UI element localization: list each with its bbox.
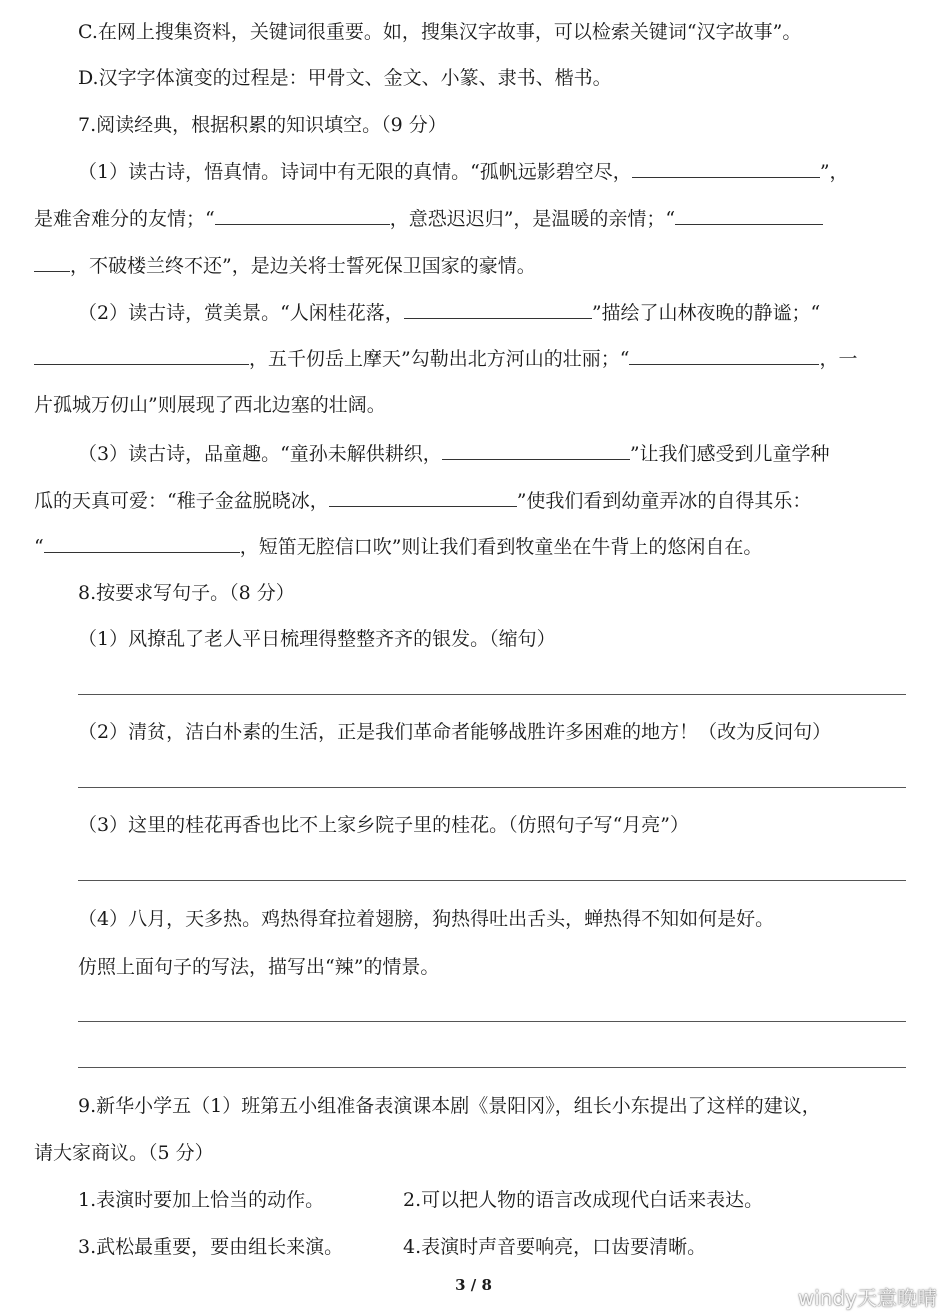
answer-blank[interactable] — [675, 204, 823, 225]
q9-suggestions-row2 — [78, 1233, 919, 1261]
q7-3-text-f: ，短笛无腔信口吹”则让我们看到牧童坐在牛背上的悠闲自在。 — [239, 536, 763, 558]
q7-1-text-b: ”， — [819, 161, 849, 183]
answer-blank[interactable] — [404, 298, 592, 319]
q7-part3-line2 — [34, 486, 919, 515]
q9-suggestions-row1 — [78, 1186, 919, 1214]
q8-part2: （2）清贫，洁白朴素的生活，正是我们革命者能够战胜许多困难的地方！（改为反问句） — [78, 721, 832, 743]
q8-part1: （1）风撩乱了老人平日梳理得整整齐齐的银发。（缩句） — [78, 628, 556, 650]
answer-blank[interactable] — [329, 486, 517, 507]
q7-3-text-c: 瓜的天真可爱：“稚子金盆脱晓冰， — [34, 490, 329, 512]
q7-part1-line3 — [34, 251, 919, 280]
answer-blank[interactable] — [44, 532, 240, 553]
q7-3-text-d: ”使我们看到幼童弄冰的自得其乐： — [516, 490, 812, 512]
answer-line[interactable] — [78, 1021, 906, 1022]
q7-part2-line2 — [34, 344, 919, 373]
q7-2-text-a: （2）读古诗，赏美景。“人闲桂花落， — [78, 302, 404, 324]
q7-3-text-e: “ — [34, 536, 44, 558]
q7-part3-line1 — [78, 439, 919, 468]
answer-line[interactable] — [78, 880, 906, 881]
q8-part4: （4）八月，天多热。鸡热得耷拉着翅膀，狗热得吐出舌头，蝉热得不知如何是好。 — [78, 908, 775, 930]
option-d: D.汉字字体演变的过程是：甲骨文、金文、小篆、隶书、楷书。 — [78, 67, 612, 89]
answer-blank[interactable] — [632, 157, 820, 178]
question-8-title: 8.按要求写句子。（8 分） — [78, 582, 295, 604]
q7-part1-line2 — [34, 204, 919, 233]
q7-part2-line1 — [78, 298, 919, 327]
q7-3-text-b: ”让我们感受到儿童学种 — [629, 443, 830, 465]
q8-part3: （3）这里的桂花再香也比不上家乡院子里的桂花。（仿照句子写“月亮”） — [78, 814, 690, 836]
answer-line[interactable] — [78, 1067, 906, 1068]
q7-1-text-a: （1）读古诗，悟真情。诗词中有无限的真情。“孤帆远影碧空尽， — [78, 161, 632, 183]
q7-part3-line3 — [34, 532, 919, 561]
answer-blank[interactable] — [34, 251, 70, 272]
question-7-title: 7.阅读经典，根据积累的知识填空。（9 分） — [78, 114, 447, 136]
answer-blank[interactable] — [629, 344, 819, 365]
answer-blank[interactable] — [442, 439, 630, 460]
question-9-title: 9.新华小学五（1）班第五小组准备表演课本剧《景阳冈》，组长小东提出了这样的建议， — [78, 1095, 821, 1117]
option-c: C.在网上搜集资料，关键词很重要。如，搜集汉字故事，可以检索关键词“汉字故事”。 — [78, 21, 802, 43]
suggestion-3: 3.武松最重要，要由组长来演。 — [78, 1236, 344, 1258]
q7-1-text-c: 是难舍难分的友情；“ — [34, 208, 215, 230]
answer-blank[interactable] — [34, 344, 249, 365]
answer-line[interactable] — [78, 787, 906, 788]
page-number: 3 / 8 — [455, 1276, 492, 1294]
q7-1-text-d: ，意恐迟迟归”，是温暖的亲情；“ — [389, 208, 676, 230]
watermark: windy天意晚晴 — [797, 1286, 937, 1310]
answer-line[interactable] — [78, 694, 906, 695]
suggestion-4: 4.表演时声音要响亮，口齿要清晰。 — [403, 1236, 707, 1258]
q7-2-text-c: ，五千仞岳上摩天”勾勒出北方河山的壮丽；“ — [249, 348, 630, 370]
q7-part2-line3: 片孤城万仞山”则展现了西北边塞的壮阔。 — [34, 394, 386, 416]
suggestion-1: 1.表演时要加上恰当的动作。 — [78, 1189, 325, 1211]
q7-1-text-e: ，不破楼兰终不还”，是边关将士誓死保卫国家的豪情。 — [70, 255, 536, 277]
question-9-title-cont: 请大家商议。（5 分） — [34, 1142, 214, 1164]
q7-3-text-a: （3）读古诗，品童趣。“童孙未解供耕织， — [78, 443, 442, 465]
q8-part4-instruction: 仿照上面句子的写法，描写出“辣”的情景。 — [78, 956, 440, 978]
answer-blank[interactable] — [215, 204, 390, 225]
q7-2-text-d: ，一 — [819, 348, 858, 370]
q7-2-text-b: ”描绘了山林夜晚的静谧；“ — [591, 302, 821, 324]
q7-part1-line1 — [78, 157, 919, 186]
suggestion-2: 2.可以把人物的语言改成现代白话来表达。 — [403, 1189, 764, 1211]
